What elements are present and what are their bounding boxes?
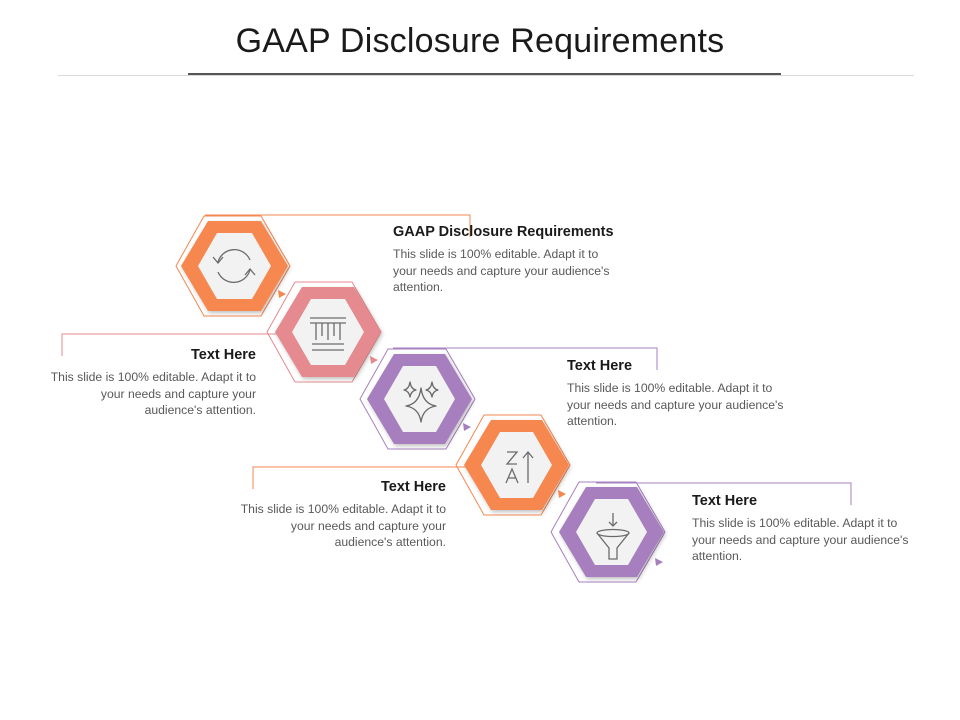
step-text-3	[567, 358, 789, 430]
step-text-4	[238, 479, 446, 551]
step-body-5: This slide is 100% editable. Adapt it to your needs and capture your audience's attention.	[692, 516, 909, 563]
step-text-2	[48, 347, 256, 419]
step-body-3: This slide is 100% editable. Adapt it to your needs and capture your audience's attention.	[567, 381, 784, 428]
step-text-5	[692, 493, 914, 565]
step-heading-4: Text Here	[380, 479, 446, 495]
step-hexagon-4	[464, 420, 569, 510]
step-text-1	[393, 224, 648, 296]
arrowhead-4	[558, 490, 566, 498]
step-heading-2: Text Here	[190, 347, 256, 363]
step-heading-3: Text Here	[567, 358, 633, 374]
step-heading-5: Text Here	[692, 493, 758, 509]
arrowhead-1	[278, 290, 286, 298]
arrowhead-5	[655, 558, 663, 566]
slide-title: GAAP Disclosure Requirements	[235, 22, 725, 60]
step-body-2: This slide is 100% editable. Adapt it to your needs and capture your audience's attention.	[50, 370, 256, 417]
step-body-1: This slide is 100% editable. Adapt it to your needs and capture your audience's attention.	[393, 247, 610, 294]
step-body-4: This slide is 100% editable. Adapt it to your needs and capture your audience's attention.	[240, 502, 446, 549]
arrowhead-3	[463, 423, 471, 431]
arrowhead-2	[370, 356, 378, 364]
step-heading-1: GAAP Disclosure Requirements	[393, 224, 614, 240]
step-hexagon-5	[559, 487, 664, 577]
